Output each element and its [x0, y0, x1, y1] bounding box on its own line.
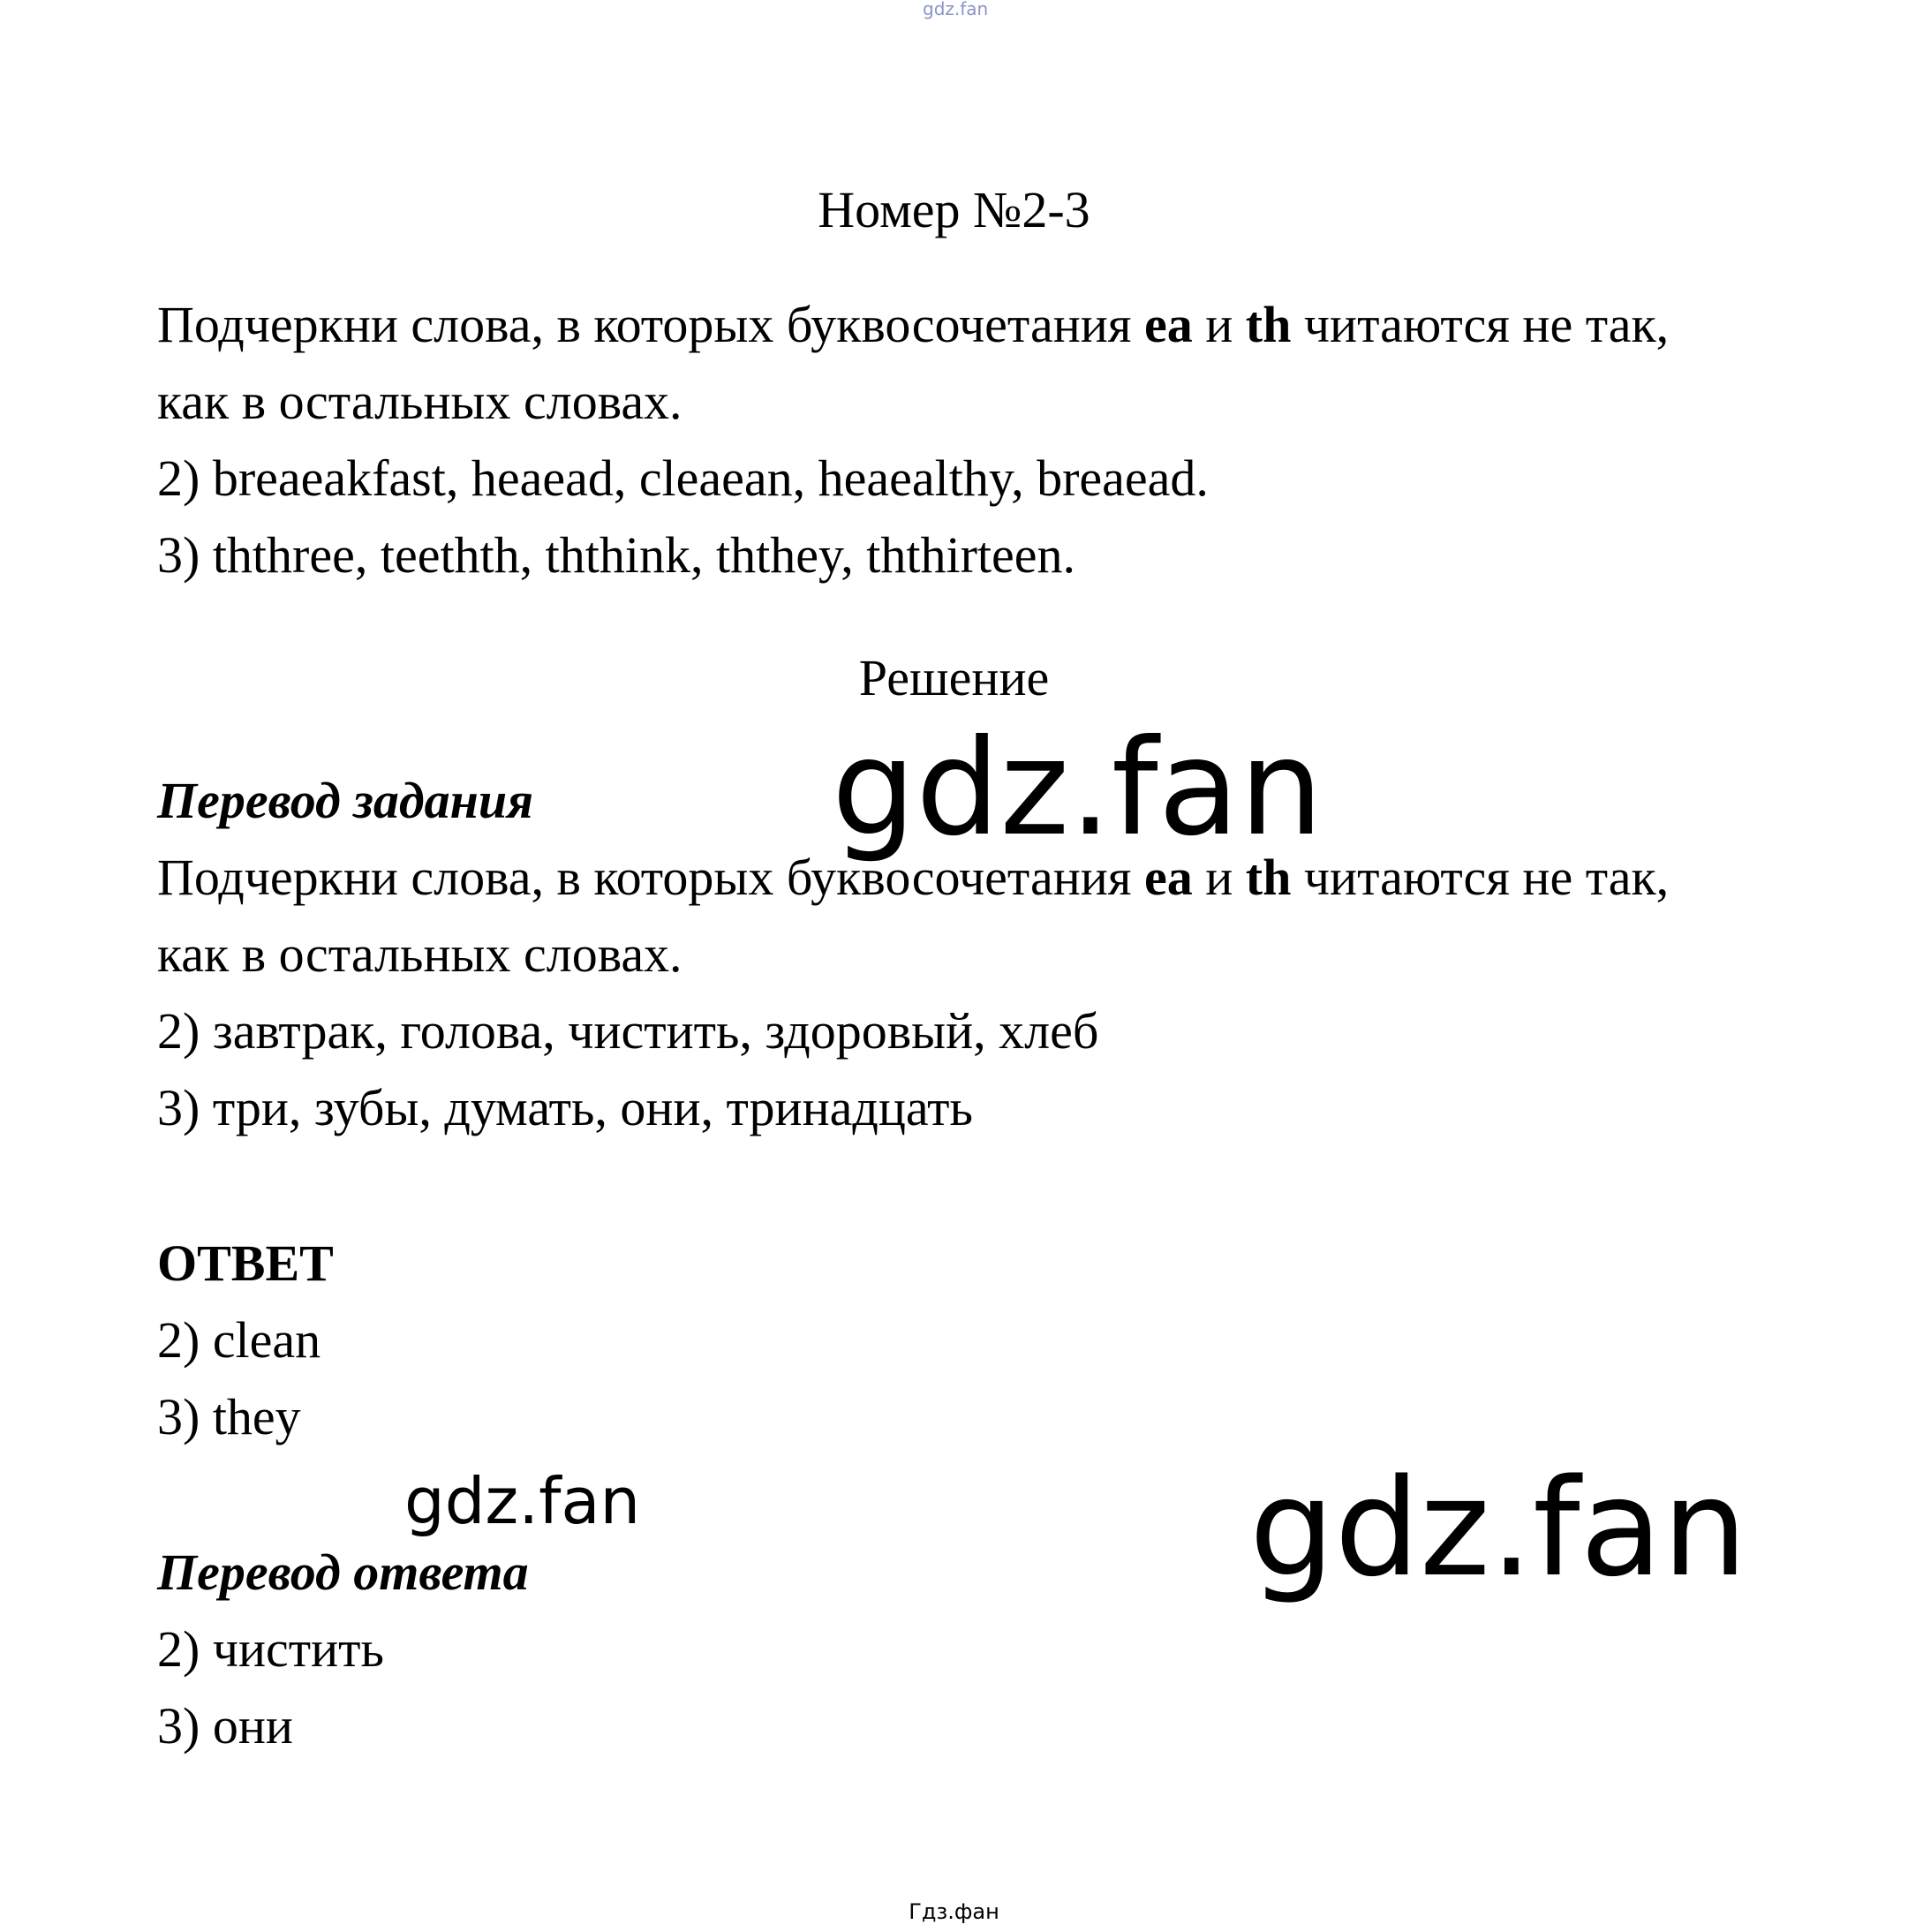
footer-watermark: Гдз.фан	[909, 1899, 999, 1924]
translation-item-2: 2) завтрак, голова, чистить, здоровый, хлеб	[157, 1002, 1099, 1060]
translation-th: th	[1245, 849, 1292, 906]
translation-line-1	[157, 847, 1669, 909]
watermark-mid: gdz.fan	[832, 712, 1324, 865]
translation-ea: ea	[1143, 849, 1193, 906]
task-item-2: 2) breaeakfast, heaead, cleaean, heaealthy, breaead.	[157, 449, 1209, 507]
translation-task-heading: Перевод задания	[157, 772, 533, 829]
translation-text-end: читаются не так,	[1291, 849, 1670, 906]
task-text-end: читаются не так,	[1291, 296, 1670, 353]
conjunction: и	[1192, 296, 1246, 353]
answer-item-2: 2) clean	[157, 1311, 321, 1369]
watermark-top: gdz.fan	[923, 0, 989, 19]
translation-conjunction: и	[1192, 849, 1246, 906]
translation-answer-item-3: 3) они	[157, 1697, 293, 1755]
translation-line-2: как в остальных словах.	[157, 925, 683, 983]
task-text: Подчеркни слова, в которых буквосочетания	[157, 296, 1144, 353]
solution-heading: Решение	[858, 649, 1050, 706]
translation-answer-item-2: 2) чистить	[157, 1620, 384, 1678]
letter-combination-ea: ea	[1143, 296, 1193, 353]
translation-text: Подчеркни слова, в которых буквосочетания	[157, 849, 1144, 906]
answer-item-3: 3) they	[157, 1388, 301, 1445]
page-title: Номер №2-3	[818, 181, 1090, 238]
watermark-big: gdz.fan	[1249, 1450, 1748, 1606]
letter-combination-th: th	[1245, 296, 1292, 353]
task-item-3: 3) ththree, teethth, ththink, ththey, ththirteen.	[157, 526, 1075, 584]
watermark-small: gdz.fan	[404, 1464, 641, 1538]
task-line-2: как в остальных словах.	[157, 373, 683, 430]
task-line-1	[157, 294, 1669, 356]
translation-answer-heading: Перевод ответа	[157, 1543, 529, 1601]
translation-item-3: 3) три, зубы, думать, они, тринадцать	[157, 1079, 973, 1136]
answer-heading: ОТВЕТ	[157, 1234, 334, 1292]
